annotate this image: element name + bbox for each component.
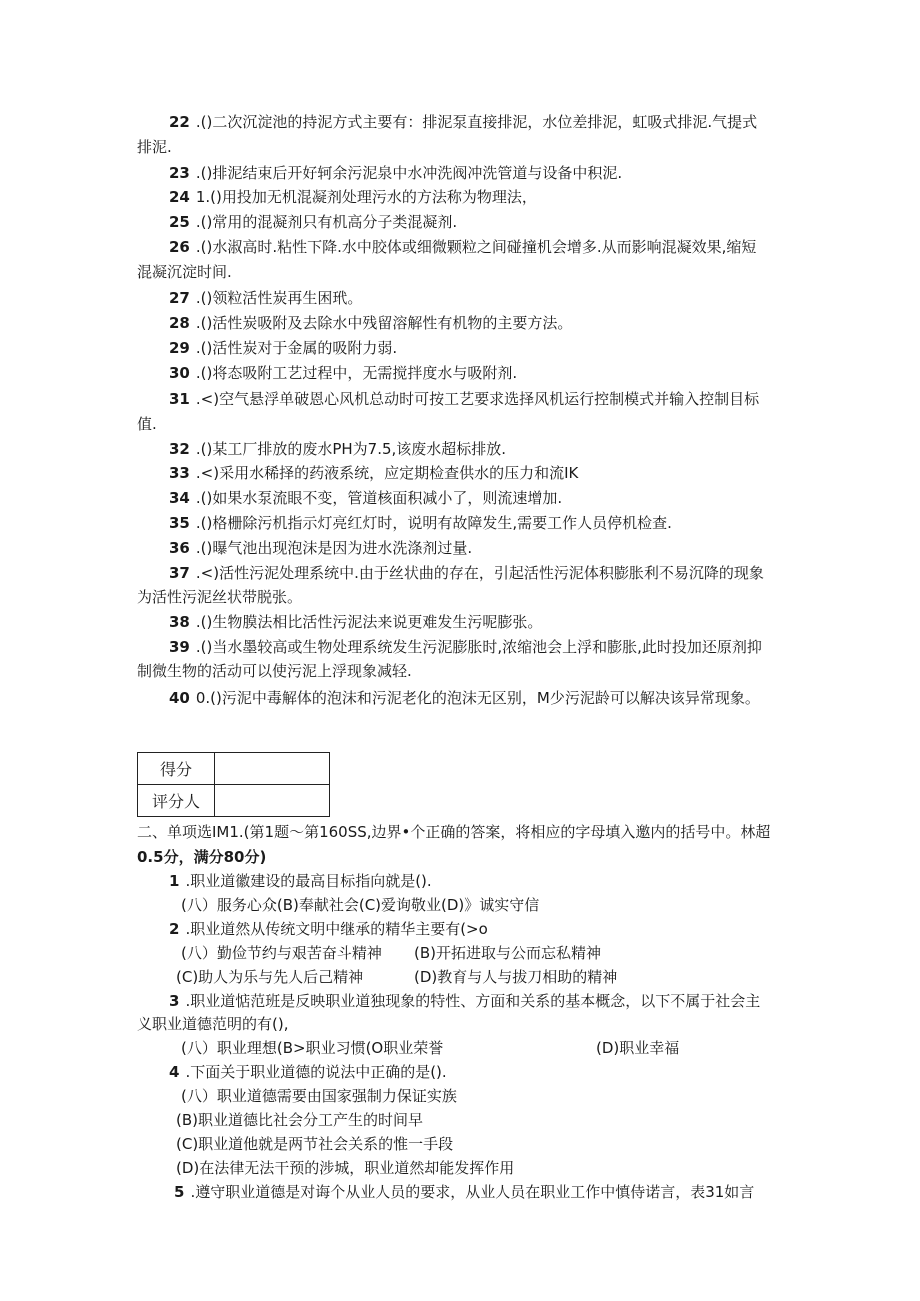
mc-question-5: 5 .遵守职业道德是对诲个从业人员的要求，从业人员在职业工作中慎侍诺言，表31如言 — [174, 1183, 755, 1201]
mc-question-4: 4 .下面关于职业道德的说法中正确的是(). — [169, 1063, 447, 1081]
section-title: 二、单项选IM1.(第1题〜第160SS,边界•个正确的答案，将相应的字母填入邀内的括号中。林超 — [137, 823, 771, 841]
mc-question-2: 2 .职业道然从传统文明中继承的精华主要有(>o — [169, 920, 488, 938]
tf-question-30: 30 .()将态吸附工艺过程中，无需搅拌度水与吸附剂. — [169, 364, 518, 382]
grader-label: 评分人 — [138, 785, 215, 817]
tf-question-40: 40 0.()污泥中毒解体的泡沫和污泥老化的泡沫无区别，M少污泥龄可以解决该异常现象。 — [169, 689, 760, 707]
score-table — [137, 752, 330, 817]
tf-question-24: 24 1.()用投加无机混凝剂处理污水的方法称为物理法， — [169, 188, 537, 206]
mc-option-abc: (八）职业理想(B>职业习惯(O职业荣誉 — [181, 1039, 444, 1057]
mc-question-1: 1 .职业道徽建设的最高目标指向就是(). — [169, 872, 432, 890]
question-number: 22 — [169, 113, 190, 131]
mc-option-a: (八）职业道德需要由国家强制力保证实族 — [181, 1087, 457, 1105]
tf-question-34: 34 .()如果水泵流眼不变，管道核面积减小了，则流速增加. — [169, 489, 563, 507]
score-label: 得分 — [138, 753, 215, 785]
tf-question-36: 36 .()曝气池出现泡沫是因为进水洗涤剂过量. — [169, 539, 473, 557]
mc-option-a: (八）勤俭节约与艰苦奋斗精神 — [181, 944, 382, 962]
tf-question-35: 35 .()格栅除污机指示灯亮红灯时，说明有故障发生,需要工作人员停机检查. — [169, 514, 672, 532]
section-title-cont: 0.5分，满分80分) — [137, 848, 267, 866]
mc-options: (八）服务心众(B)奉献社会(C)爱询敬业(D)》诚实守信 — [181, 896, 540, 914]
mc-option-b: (B)职业道德比社会分工产生的时间早 — [176, 1111, 423, 1129]
question-text-cont: 义职业道德范明的有(), — [137, 1015, 289, 1033]
tf-question-27: 27 .()领粒活性炭再生困玳。 — [169, 289, 363, 307]
tf-question-29: 29 .()活性炭对于金属的吸附力弱. — [169, 339, 398, 357]
mc-option-d: (D)教育与人与拔刀相助的精神 — [414, 968, 618, 986]
question-text: .()二次沉淀池的持泥方式主要有：排泥泵直接排泥，水位差排泥，虹吸式排泥.气提式 — [195, 113, 758, 131]
tf-question-23: 23 .()排泥结束后开好轲余污泥泉中水冲洗阀冲洗管道与设备中积泥. — [169, 164, 623, 182]
grader-cell — [215, 785, 330, 817]
tf-question-25: 25 .()常用的混凝剂只有机高分子类混凝剂. — [169, 213, 458, 231]
tf-question-38: 38 .()生物膜法相比活性污泥法来说更难发生污呢膨张。 — [169, 613, 543, 631]
question-text-cont: 排泥. — [137, 138, 172, 156]
mc-option-d: (D)职业幸福 — [596, 1039, 680, 1057]
score-cell — [215, 753, 330, 785]
mc-option-c: (C)助人为乐与先人后己精神 — [176, 968, 364, 986]
tf-question-32: 32 .()某工厂排放的废水PH为7.5,该废水超标排放. — [169, 440, 507, 458]
mc-question-3: 3 .职业道惦范班是反映职业道独现象的特性、方面和关系的基本概念，以下不属于社会主 — [169, 992, 761, 1010]
tf-question-33: 33 .<)采用水稀择的药液系统，应定期检查供水的压力和流IK — [169, 464, 579, 482]
tf-question-28: 28 .()活性炭吸附及去除水中残留溶解性有机物的主要方法。 — [169, 314, 573, 332]
mc-option-d: (D)在法律无法干预的涉城，职业道然却能发挥作用 — [176, 1159, 515, 1177]
mc-option-b: (B)开拓进取与公而忘私精神 — [414, 944, 601, 962]
mc-option-c: (C)职业道他就是两节社会关系的惟一手段 — [176, 1135, 454, 1153]
